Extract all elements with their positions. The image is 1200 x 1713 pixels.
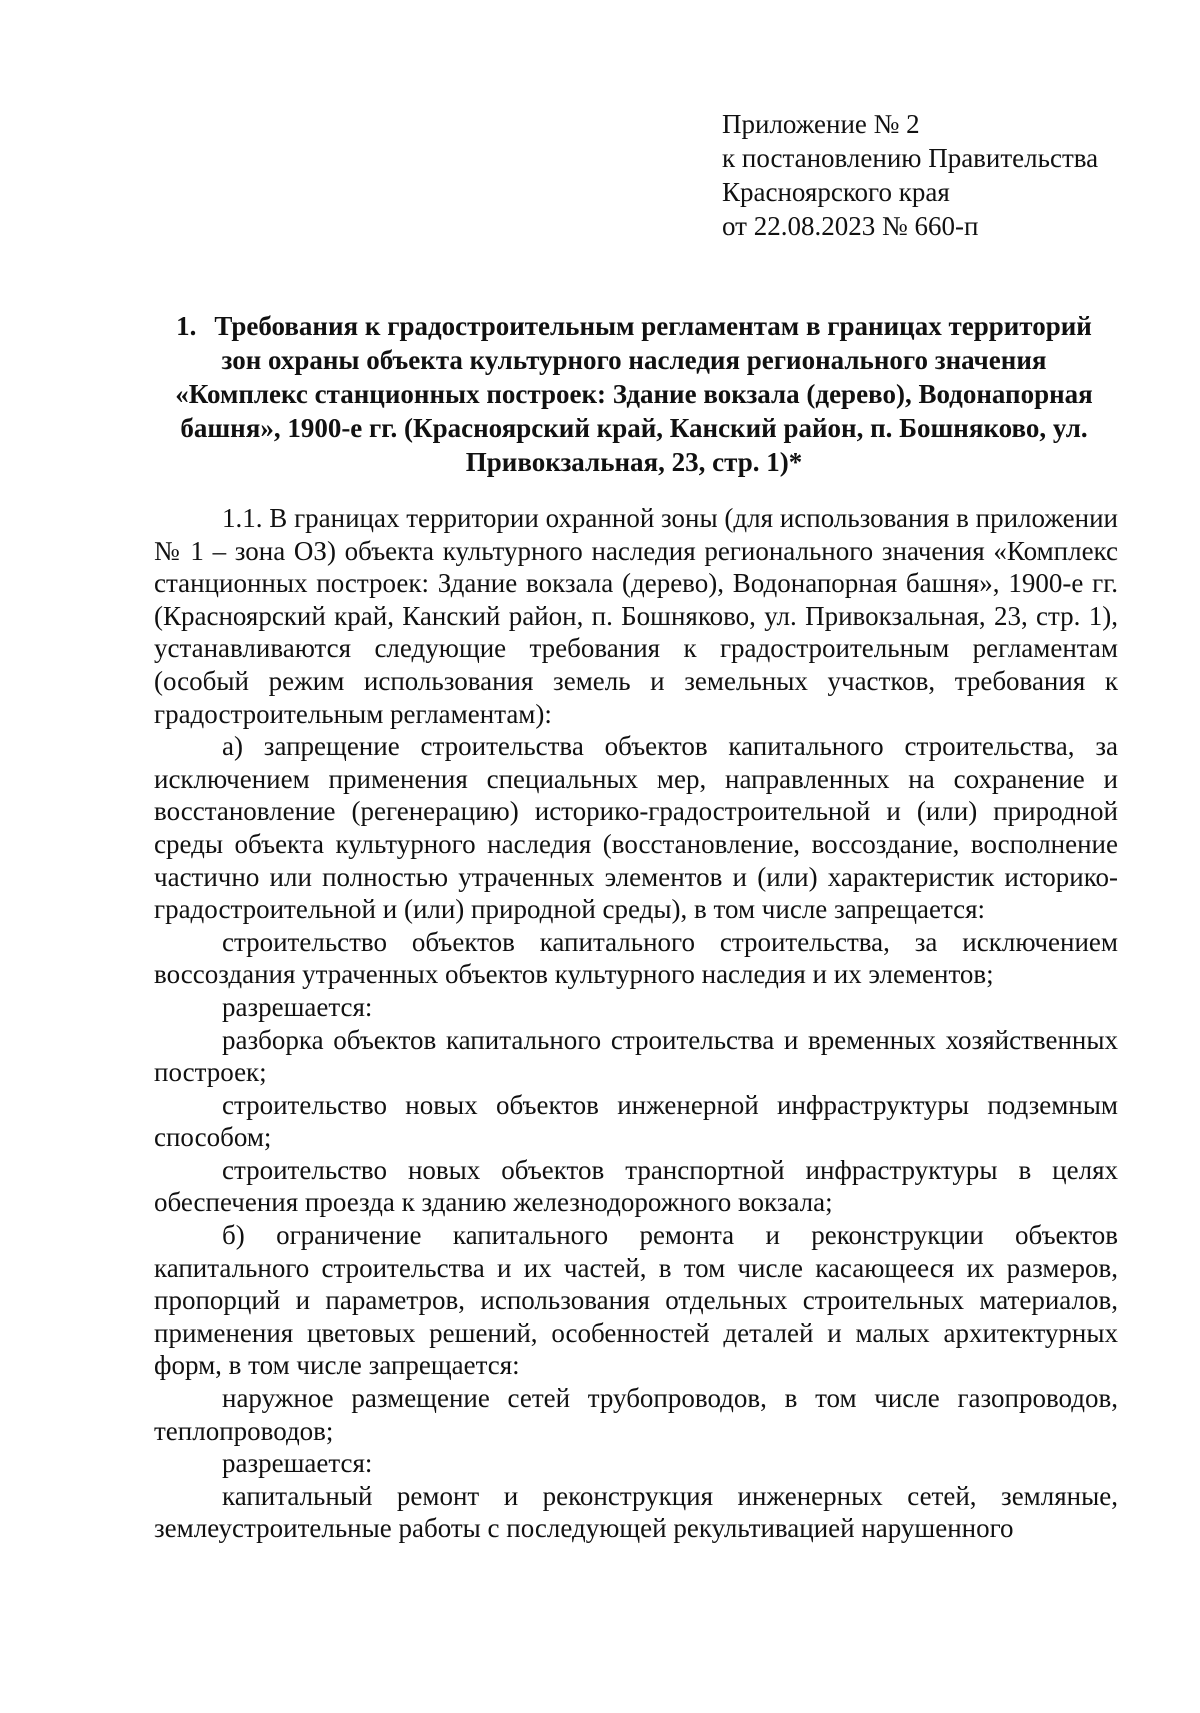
paragraph: строительство новых объектов транспортной инфраструктуры в целях обеспечения проезда к зданию железнодорожного вокзала; — [154, 1154, 1118, 1218]
section-title — [154, 309, 1114, 479]
paragraph: разрешается: — [222, 1448, 373, 1479]
appendix-line: к постановлению Правительства — [722, 143, 1099, 173]
paragraph: наружное размещение сетей трубопроводов, в том числе газопроводов, теплопроводов; — [154, 1383, 1118, 1446]
section-number: 1. — [176, 311, 197, 341]
appendix-line: Красноярского края — [722, 177, 950, 207]
appendix-line: от 22.08.2023 № 660-п — [722, 211, 979, 241]
paragraph: строительство новых объектов инженерной инфраструктуры подземным способом; — [154, 1089, 1118, 1153]
paragraph: 1.1. В границах территории охранной зоны (для использования в приложении № 1 – зона ОЗ) объекта культурного наследия регионального значения «Комплекс станционных построек: Здание вокзала (дерево), Водонапорная башня», 1900-е гг. (Красноярский край, Канский район, п. Бошняково, ул. Привокзальная, 23, стр. 1), устанавливаются следующие требования к градостроительным регламентам (особый режим использования земель и земельных участков, требования к градостроительным регламентам): — [154, 503, 1118, 729]
document-body — [154, 502, 1118, 1545]
paragraph: б) ограничение капитального ремонта и реконструкции объектов капитального строительства и их частей, в том числе касающееся их размеров, пропорций и параметров, использования отдельных строительных материалов, применения цветовых решений, особенностей деталей и малых архитектурных форм, в том числе запрещается: — [154, 1220, 1118, 1381]
paragraph: разборка объектов капитального строительства и временных хозяйственных построек; — [154, 1024, 1118, 1088]
paragraph: строительство объектов капитального строительства, за исключением воссоздания утраченных объектов культурного наследия и их элементов; — [154, 926, 1118, 990]
section-title-text: Требования к градостроительным регламентам в границах территорий зон охраны объекта культурного наследия регионального значения «Комплекс станционных построек: Здание вокзала (дерево), Водонапорная башня», 1900-е гг. (Красноярский край, Канский район, п. Бошняково, ул. Привокзальная, 23, стр. 1)* — [175, 311, 1093, 477]
paragraph: а) запрещение строительства объектов капитального строительства, за исключением применения специальных мер, направленных на сохранение и восстановление (регенерацию) историко-градостроительной и (или) природной среды объекта культурного наследия (восстановление, воссоздание, восполнение частично или полностью утраченных элементов и (или) характеристик историко-градостроительной и (или) природной среды), в том числе запрещается: — [154, 731, 1118, 925]
appendix-line: Приложение № 2 — [722, 109, 920, 139]
paragraph: разрешается: — [222, 991, 373, 1022]
paragraph: капитальный ремонт и реконструкция инженерных сетей, земляные, землеустроительные работы с последующей рекультивацией нарушенного — [154, 1480, 1118, 1544]
appendix-header — [722, 107, 1098, 243]
